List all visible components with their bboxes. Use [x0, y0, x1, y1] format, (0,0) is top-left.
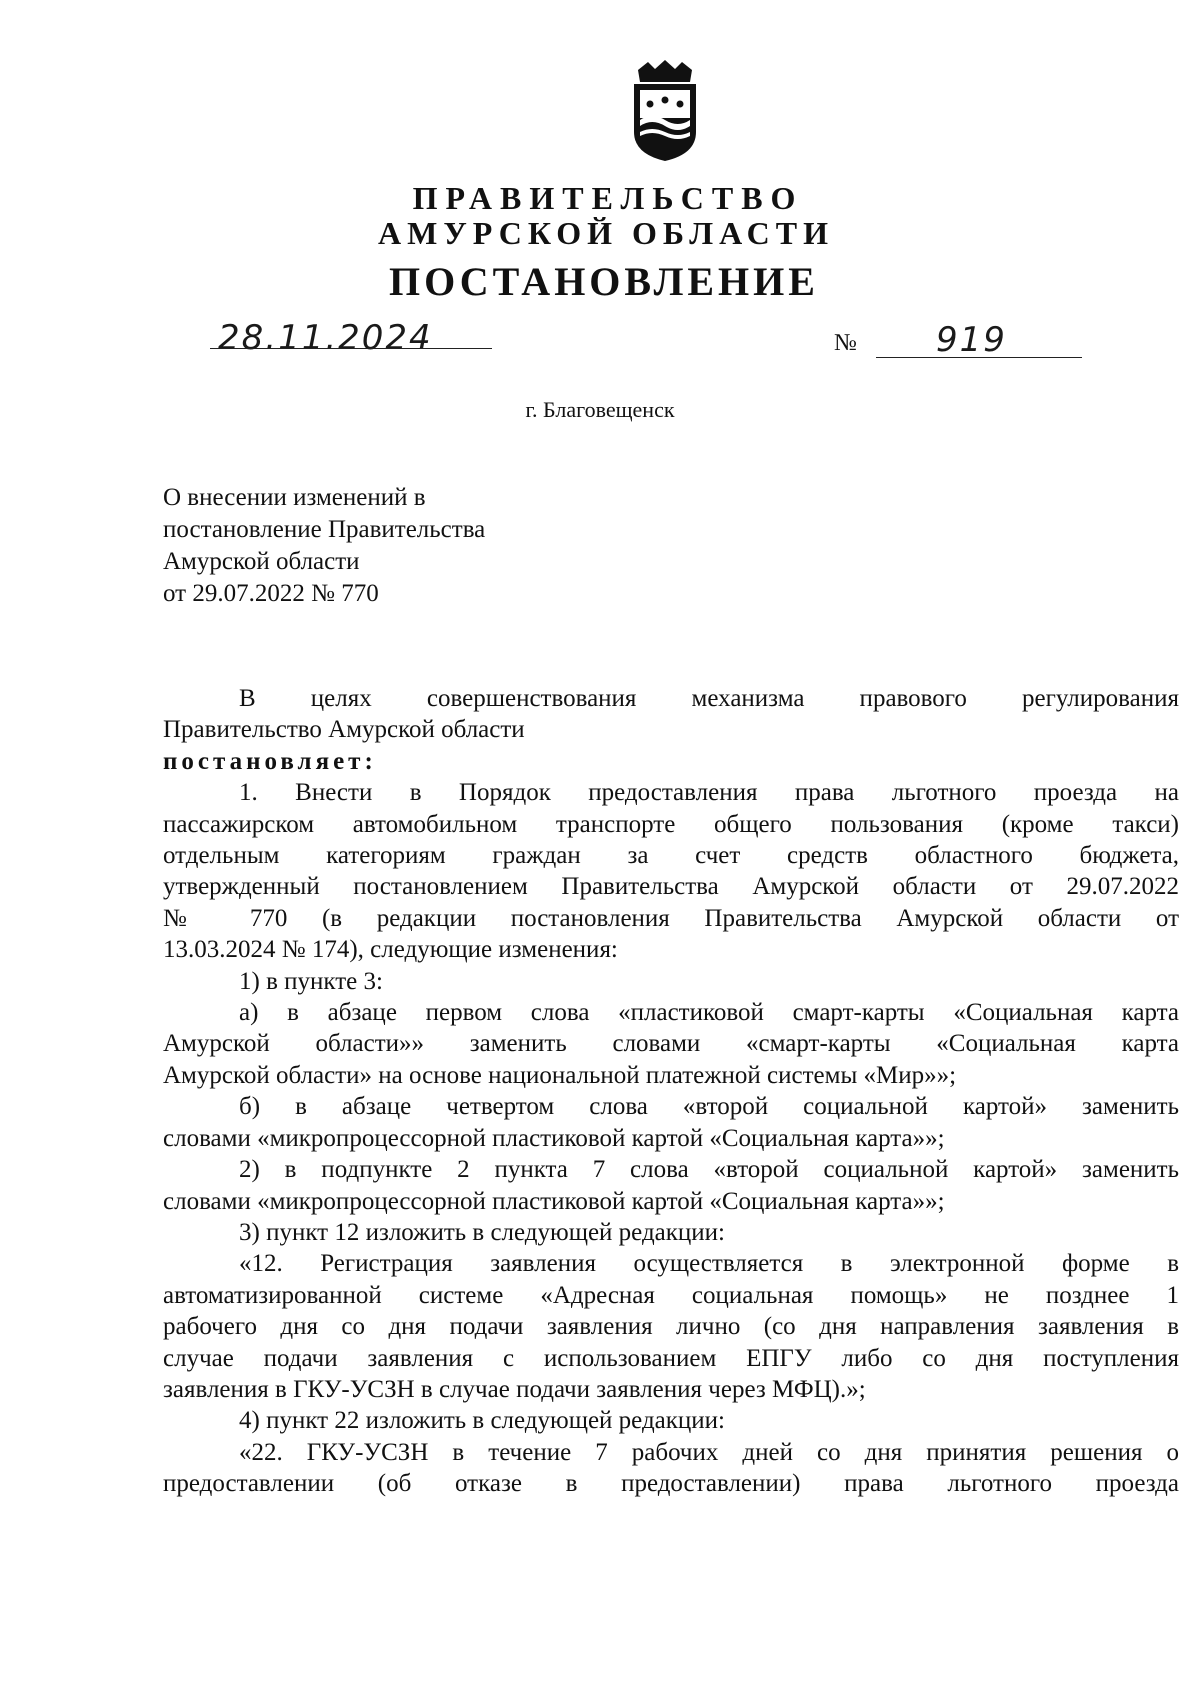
body-text-line: 3) пункт 12 изложить в следующей редакции:	[239, 1218, 725, 1246]
handwritten-date: 28.11.2024	[218, 318, 433, 358]
body-text-line: отдельным категориям граждан за счет средств областного бюджета,	[163, 842, 1179, 870]
body-text-line: «12. Регистрация заявления осуществляется в электронной форме в	[239, 1250, 1179, 1278]
body-text-line: 4) пункт 22 изложить в следующей редакции:	[239, 1407, 725, 1435]
body-text-line: предоставлении (об отказе в предоставлении) права льготного проезда	[163, 1470, 1179, 1498]
body-text-line: «22. ГКУ-УСЗН в течение 7 рабочих дней со дня принятия решения о	[239, 1438, 1179, 1466]
resolves-keyword: постановляет:	[163, 747, 377, 775]
body-text-line: 1) в пункте 3:	[239, 967, 383, 995]
body-text-line: заявления в ГКУ-УСЗН в случае подачи заявления через МФЦ).»;	[163, 1375, 866, 1403]
government-name-line1: ПРАВИТЕЛЬСТВО	[412, 180, 804, 216]
body-text-line: Амурской области»» заменить словами «смарт-карты «Социальная карта	[163, 1030, 1179, 1058]
city-of-issue: г. Благовещенск	[525, 397, 675, 422]
body-text-line: Правительство Амурской области	[163, 716, 525, 744]
body-text-line: № 770 (в редакции постановления Правительства Амурской области от	[163, 904, 1179, 932]
government-name-line2: АМУРСКОЙ ОБЛАСТИ	[378, 215, 834, 251]
body-text-line: 2) в подпункте 2 пункта 7 слова «второй социальной картой» заменить	[239, 1156, 1179, 1184]
body-text-line: автоматизированной системе «Адресная социальная помощь» не позднее 1	[163, 1281, 1179, 1309]
body-text-line: б) в абзаце четвертом слова «второй социальной картой» заменить	[239, 1093, 1179, 1121]
body-text-line: утвержденный постановлением Правительства Амурской области от 29.07.2022	[163, 873, 1179, 901]
subject-line: О внесении изменений в	[163, 484, 426, 511]
document-type-title: ПОСТАНОВЛЕНИЕ	[389, 259, 819, 304]
body-text-line: Амурской области» на основе национальной платежной системы «Мир»»;	[163, 1061, 957, 1089]
subject-line: постановление Правительства	[163, 516, 486, 543]
body-text-line: пассажирском автомобильном транспорте общего пользования (кроме такси)	[163, 810, 1179, 838]
body-text-line: случае подачи заявления с использованием ЕПГУ либо со дня поступления	[163, 1344, 1179, 1372]
coat-of-arms-icon	[628, 60, 702, 162]
body-text-line: словами «микропроцессорной пластиковой картой «Социальная карта»»;	[163, 1124, 945, 1152]
handwritten-document-number: 919	[936, 320, 1007, 360]
number-underline	[876, 357, 1082, 358]
body-text-line: 1. Внести в Порядок предоставления права льготного проезда на	[239, 779, 1179, 807]
number-label: №	[834, 330, 857, 356]
document-body	[163, 683, 1179, 1500]
subject-line: Амурской области	[163, 548, 360, 575]
body-text-line: словами «микропроцессорной пластиковой картой «Социальная карта»»;	[163, 1187, 945, 1215]
document-subject	[163, 482, 663, 610]
body-text-line: а) в абзаце первом слова «пластиковой смарт-карты «Социальная карта	[239, 999, 1179, 1027]
body-text-line: 13.03.2024 № 174), следующие изменения:	[163, 936, 618, 964]
body-text-line: В целях совершенствования механизма правового регулирования	[239, 685, 1179, 712]
date-underline	[210, 348, 492, 349]
subject-line: от 29.07.2022 № 770	[163, 580, 379, 607]
body-text-line: рабочего дня со дня подачи заявления лично (со дня направления заявления в	[163, 1313, 1179, 1341]
